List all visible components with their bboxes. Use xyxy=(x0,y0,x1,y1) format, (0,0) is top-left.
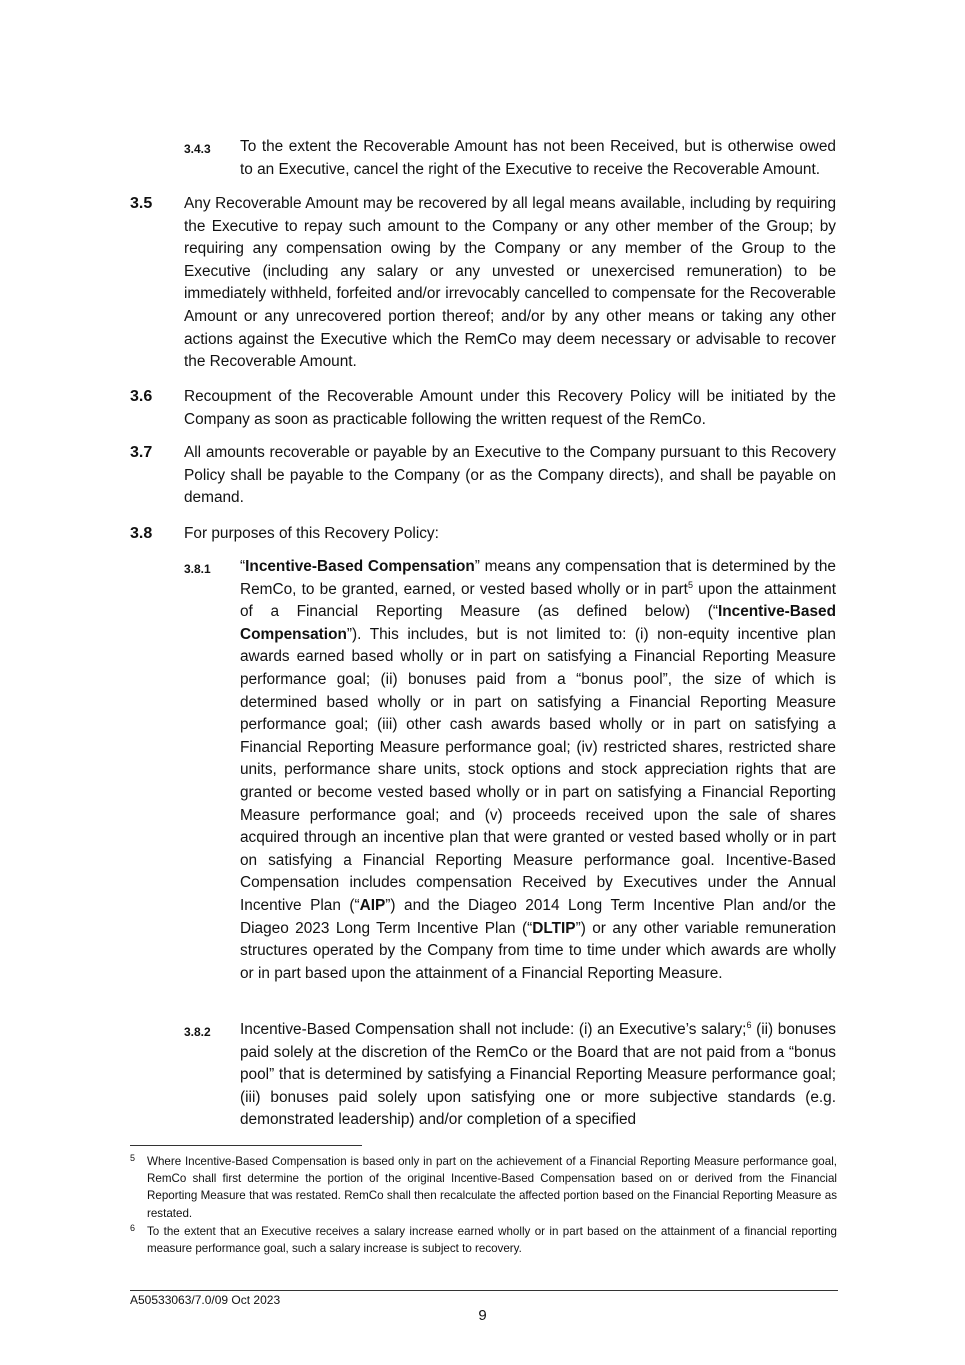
clause-number: 3.4.3 xyxy=(184,142,211,156)
footnote-text: To the extent that an Executive receives a salary increase earned wholly or in part based on the attainment of a financial reporting measure performance goal, such a salary increase is subject to recovery. xyxy=(147,1225,837,1256)
defined-term: DLTIP xyxy=(532,919,576,937)
text-segment: ” means any compensation that is determined by the RemCo, to be granted, earned, or vested based wholly or in part xyxy=(240,558,836,598)
clause-number: 3.5 xyxy=(130,195,153,212)
clause-text xyxy=(240,1019,836,1132)
footnote-text: Where Incentive-Based Compensation is based only in part on the achievement of a Financial Reporting Measure performance goal, RemCo shall first determine the portion of the original Incentive-Based Compensation based on or derived from the Financial Reporting Measure that was restated. RemCo shall then recalculate the affected portion based on the Financial Reporting Measure as restated. xyxy=(147,1155,837,1220)
text-segment: ”) and the Diageo 2014 Long Term Incentive Plan and/or the Diageo 2023 Long Term Incentive Plan (“ xyxy=(240,896,836,937)
footer-rule xyxy=(130,1290,838,1291)
defined-term: Incentive-Based Compensation xyxy=(245,558,475,575)
clause-text: For purposes of this Recovery Policy: xyxy=(184,525,439,542)
clause-text: All amounts recoverable or payable by an Executive to the Company pursuant to this Recovery Policy shall be payable to the Company (or as the Company directs), and shall be payable on demand. xyxy=(184,444,836,507)
clause-number: 3.7 xyxy=(130,444,153,461)
text-segment: Incentive-Based Compensation shall not include: (i) an Executive’s salary; xyxy=(240,1021,747,1038)
text-segment: (ii) bonuses paid solely at the discretion of the RemCo or the Board that are not paid from a “bonus pool” that is determined by satisfying a Financial Reporting Measure performance goal; (iii) bonuses paid solely upon satisfying one or more subjective standards (e.g. demonstrated leadership) and/or completion of a specified xyxy=(240,1021,836,1129)
text-segment: “ xyxy=(240,558,246,575)
document-reference: A50533063/7.0/09 Oct 2023 xyxy=(130,1293,281,1307)
footnote-6 xyxy=(130,1223,837,1257)
text-segment: ”). This includes, but is not limited to: (i) non-equity incentive plan awards earned based wholly or in part on satisfying a Financial Reporting Measure performance goal; (ii) bonuses paid from a “bonus pool”, the size of which is determined based wholly or in part on satisfying a Financial Reporting Measure performance goal; (iii) other cash awards based wholly or in part on satisfying a Financial Reporting Measure performance goal; (iv) restricted shares, restricted share units, performance share units, stock options and stock appreciation rights that are granted or become vested based wholly or in part on satisfying a Financial Reporting Measure performance goal; and (v) proceeds received upon the sale of shares acquired through an incentive plan that were granted or vested based wholly or in part on satisfying a Financial Reporting Measure performance goal. Incentive-Based Compensation includes compensation Received by Executives under the Annual Incentive Plan (“ xyxy=(240,625,836,914)
clause-text: To the extent the Recoverable Amount has not been Received, but is otherwise owed to an Executive, cancel the right of the Executive to receive the Recoverable Amount. xyxy=(240,138,836,178)
clause-number: 3.8.2 xyxy=(184,1025,211,1039)
clause-number: 3.8 xyxy=(130,525,153,542)
text-segment: ”) or any other variable remuneration structures operated by the Company from time to time under which awards are wholly or in part based upon the attainment of a Financial Reporting Measure. xyxy=(240,919,836,982)
clause-number: 3.6 xyxy=(130,388,153,405)
defined-term: Incentive-Based Compensation xyxy=(240,603,836,643)
footnote-number: 6 xyxy=(130,1223,136,1233)
defined-term: AIP xyxy=(359,896,386,914)
page-number: 9 xyxy=(478,1307,487,1324)
clause-text xyxy=(240,556,836,985)
clause-number: 3.8.1 xyxy=(184,562,211,576)
footnote-number: 5 xyxy=(130,1153,136,1163)
footnote-5 xyxy=(130,1153,837,1222)
footnote-separator xyxy=(130,1145,362,1146)
text-segment: upon the attainment of a Financial Reporting Measure (as defined below) (“ xyxy=(240,580,837,621)
clause-text: Any Recoverable Amount may be recovered by all legal means available, including by requiring the Executive to repay such amount to the Company or any other member of the Group; by requiring any compensation owing by the Company or any member of the Group to the Executive (including any salary or any unvested or unexercised remuneration) to be immediately withheld, forfeited and/or irrevocably cancelled to compensate for the Recoverable Amount or any unrecovered portion thereof; and/or by any other means or taking any other actions against the Executive which the RemCo may deem necessary or advisable to recover the Recoverable Amount. xyxy=(184,195,836,371)
footnote-ref[interactable]: 6 xyxy=(746,1020,752,1030)
footnote-ref[interactable]: 5 xyxy=(687,579,693,590)
clause-text: Recoupment of the Recoverable Amount under this Recovery Policy will be initiated by the Company as soon as practicable following the written request of the RemCo. xyxy=(184,388,836,428)
